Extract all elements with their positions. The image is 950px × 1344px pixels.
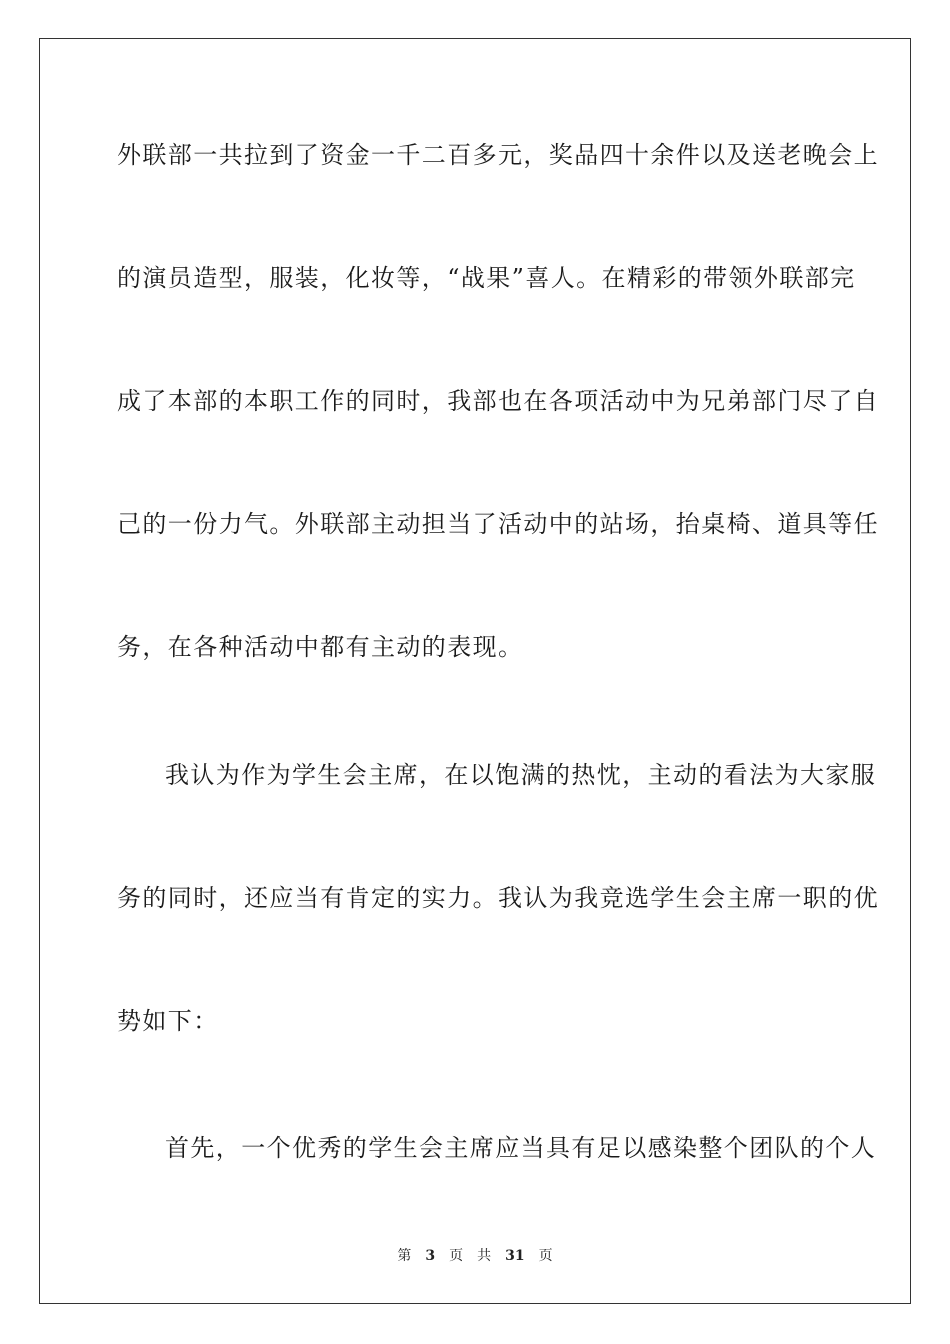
- paragraph-line: 外联部一共拉到了资金一千二百多元，奖品四十余件以及送老晚会上: [117, 141, 879, 169]
- paragraph-line: 务，在各种活动中都有主动的表现。: [117, 633, 524, 661]
- paragraph-line: 成了本部的本职工作的同时，我部也在各项活动中为兄弟部门尽了自: [117, 387, 879, 415]
- page-border: [39, 38, 911, 1304]
- paragraph-line: 务的同时，还应当有肯定的实力。我认为我竞选学生会主席一职的优: [117, 884, 879, 912]
- paragraph-line: 的演员造型，服装，化妆等，“战果”喜人。在精彩的带领外联部完: [117, 264, 856, 292]
- page-footer: [0, 1247, 950, 1265]
- paragraph-line: 我认为作为学生会主席，在以饱满的热忱，主动的看法为大家服: [165, 761, 877, 789]
- paragraph-line: 首先，一个优秀的学生会主席应当具有足以感染整个团队的个人: [165, 1134, 877, 1162]
- paragraph-line: 己的一份力气。外联部主动担当了活动中的站场，抬桌椅、道具等任: [117, 510, 879, 538]
- paragraph-line: 势如下：: [117, 1007, 219, 1035]
- current-page-indicator: 第 3 页: [397, 1248, 464, 1264]
- total-pages-indicator: 共 31 页: [477, 1248, 553, 1264]
